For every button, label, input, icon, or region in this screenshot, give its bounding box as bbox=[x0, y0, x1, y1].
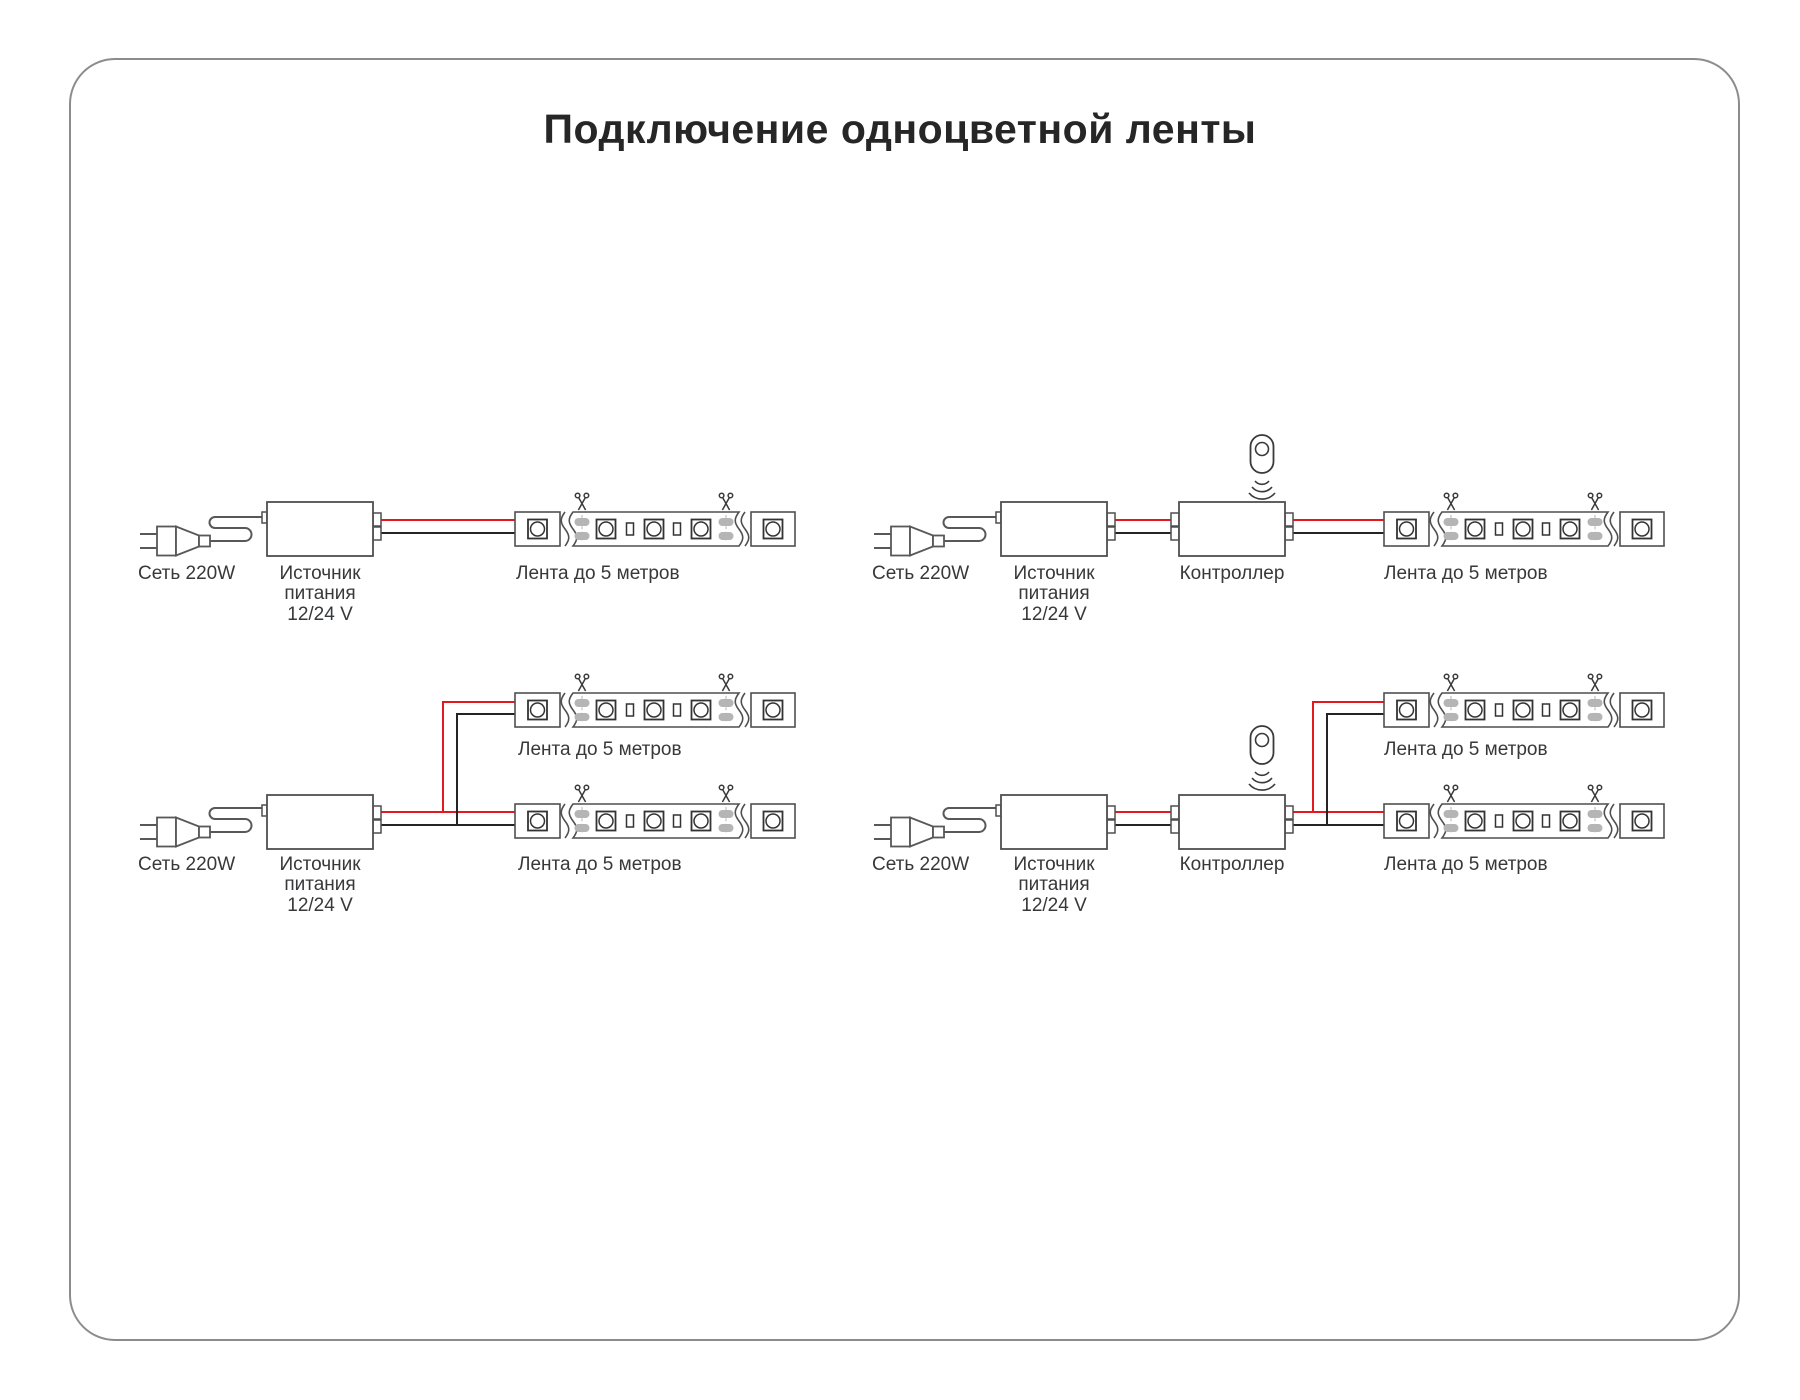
psu-voltage-label: 12/24 V bbox=[1021, 895, 1087, 916]
controller-label: Контроллер bbox=[1179, 563, 1285, 584]
wire-black bbox=[381, 714, 516, 825]
psu-label-line1: Источник bbox=[1013, 854, 1095, 875]
remote-icon bbox=[1249, 435, 1275, 499]
led-strip bbox=[515, 785, 795, 838]
power-plug-icon bbox=[140, 808, 263, 847]
power-supply-box bbox=[996, 795, 1115, 849]
psu-label bbox=[250, 855, 390, 916]
mains-label: Сеть 220W bbox=[872, 854, 970, 875]
power-plug-icon bbox=[140, 517, 263, 556]
mains-label: Сеть 220W bbox=[138, 563, 236, 584]
power-supply-box bbox=[262, 502, 381, 556]
page-title: Подключение одноцветной ленты bbox=[543, 106, 1257, 152]
psu-voltage-label: 12/24 V bbox=[1021, 604, 1087, 625]
strip-label: Лента до 5 метров bbox=[1384, 563, 1548, 584]
psu-label-line2: питания bbox=[284, 874, 356, 895]
psu-label bbox=[250, 564, 390, 625]
led-strip bbox=[515, 493, 795, 546]
psu-voltage-label: 12/24 V bbox=[287, 604, 353, 625]
power-plug-icon bbox=[874, 808, 997, 847]
mains-label: Сеть 220W bbox=[138, 854, 236, 875]
psu-voltage-label: 12/24 V bbox=[287, 895, 353, 916]
strip-label: Лента до 5 метров bbox=[518, 739, 682, 760]
led-strip bbox=[1384, 674, 1664, 727]
strip-label: Лента до 5 метров bbox=[1384, 854, 1548, 875]
power-supply-box bbox=[996, 502, 1115, 556]
led-strip bbox=[515, 674, 795, 727]
psu-label bbox=[984, 564, 1124, 625]
strip-label: Лента до 5 метров bbox=[1384, 739, 1548, 760]
led-strip bbox=[1384, 493, 1664, 546]
controller-box bbox=[1171, 795, 1293, 849]
psu-label bbox=[984, 855, 1124, 916]
mains-label: Сеть 220W bbox=[872, 563, 970, 584]
power-supply-box bbox=[262, 795, 381, 849]
psu-label-line2: питания bbox=[1018, 874, 1090, 895]
controller-label: Контроллер bbox=[1179, 854, 1285, 875]
strip-label: Лента до 5 метров bbox=[516, 563, 680, 584]
remote-icon bbox=[1249, 726, 1275, 790]
led-strip bbox=[1384, 785, 1664, 838]
strip-label: Лента до 5 метров bbox=[518, 854, 682, 875]
psu-label-line1: Источник bbox=[1013, 563, 1095, 584]
psu-label-line1: Источник bbox=[279, 563, 361, 584]
wire-red bbox=[381, 702, 516, 812]
psu-label-line1: Источник bbox=[279, 854, 361, 875]
psu-label-line2: питания bbox=[1018, 583, 1090, 604]
power-plug-icon bbox=[874, 517, 997, 556]
psu-label-line2: питания bbox=[284, 583, 356, 604]
controller-box bbox=[1171, 502, 1293, 556]
